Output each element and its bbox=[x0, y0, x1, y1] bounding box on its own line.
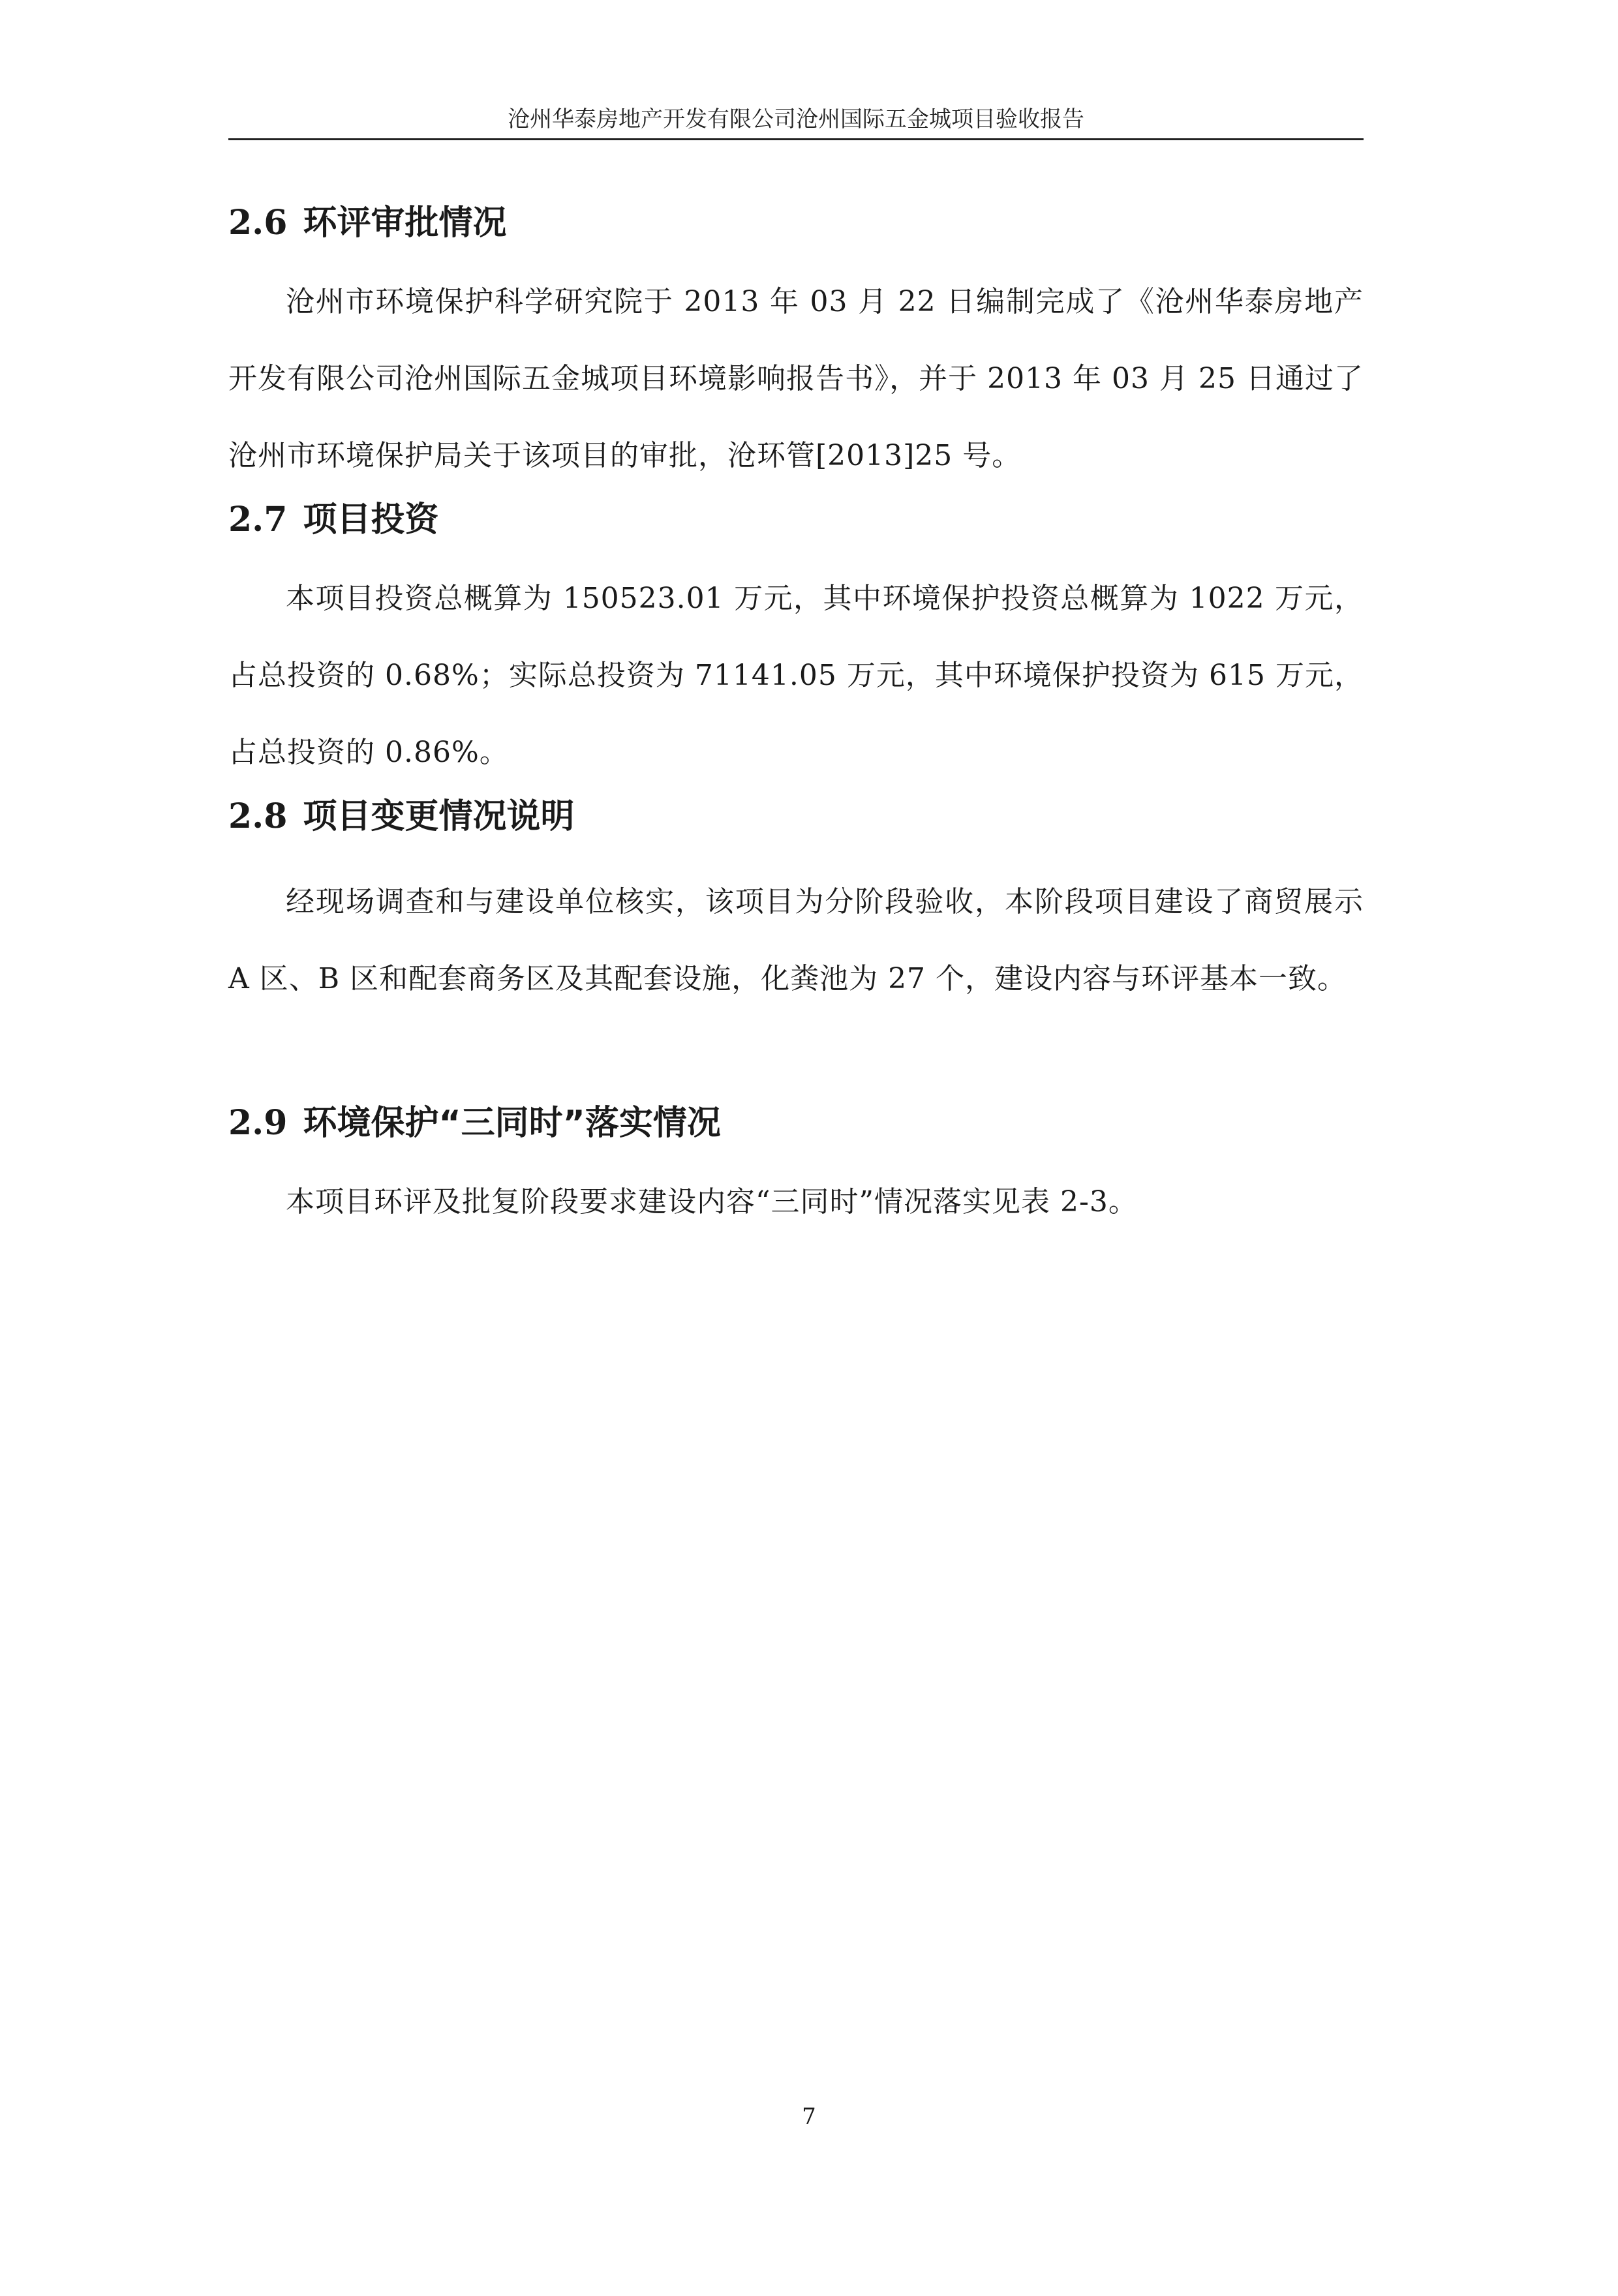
section-paragraph: 经现场调查和与建设单位核实，该项目为分阶段验收，本阶段项目建设了商贸展示 A 区、B 区和配套商务区及其配套设施，化粪池为 27 个，建设内容与环评基本一致。 bbox=[228, 885, 1364, 995]
section-2-6 bbox=[228, 202, 1364, 494]
section-number: 2.6 bbox=[228, 203, 288, 243]
section-heading bbox=[228, 1102, 1364, 1144]
section-2-7 bbox=[228, 499, 1364, 791]
running-header: 沧州华泰房地产开发有限公司沧州国际五金城项目验收报告 bbox=[508, 106, 1084, 132]
header-divider bbox=[228, 138, 1364, 140]
section-2-9 bbox=[228, 1102, 1364, 1241]
section-number: 2.9 bbox=[228, 1103, 288, 1143]
section-title: 环境保护“三同时”落实情况 bbox=[303, 1104, 721, 1143]
section-number: 2.7 bbox=[228, 500, 288, 539]
section-heading bbox=[228, 796, 1364, 838]
section-title: 项目变更情况说明 bbox=[303, 797, 575, 836]
section-title: 环评审批情况 bbox=[303, 204, 507, 243]
section-paragraph: 本项目投资总概算为 150523.01 万元，其中环境保护投资总概算为 1022 万元，占总投资的 0.68%；实际总投资为 71141.05 万元，其中环境保护投资为 615 万元，占总投资的 0.86%。 bbox=[228, 582, 1364, 769]
section-paragraph: 沧州市环境保护科学研究院于 2013 年 03 月 22 日编制完成了《沧州华泰房地产开发有限公司沧州国际五金城项目环境影响报告书》，并于 2013 年 03 月 25 日通过了沧州市环境保护局关于该项目的审批，沧环管[2013]25 号。 bbox=[228, 285, 1364, 472]
section-heading bbox=[228, 202, 1364, 244]
section-paragraph: 本项目环评及批复阶段要求建设内容“三同时”情况落实见表 2-3。 bbox=[286, 1185, 1138, 1218]
section-title: 项目投资 bbox=[303, 500, 439, 539]
section-2-8 bbox=[228, 796, 1364, 1018]
section-heading bbox=[228, 499, 1364, 541]
section-number: 2.8 bbox=[228, 796, 288, 836]
page-number: 7 bbox=[802, 2104, 816, 2130]
